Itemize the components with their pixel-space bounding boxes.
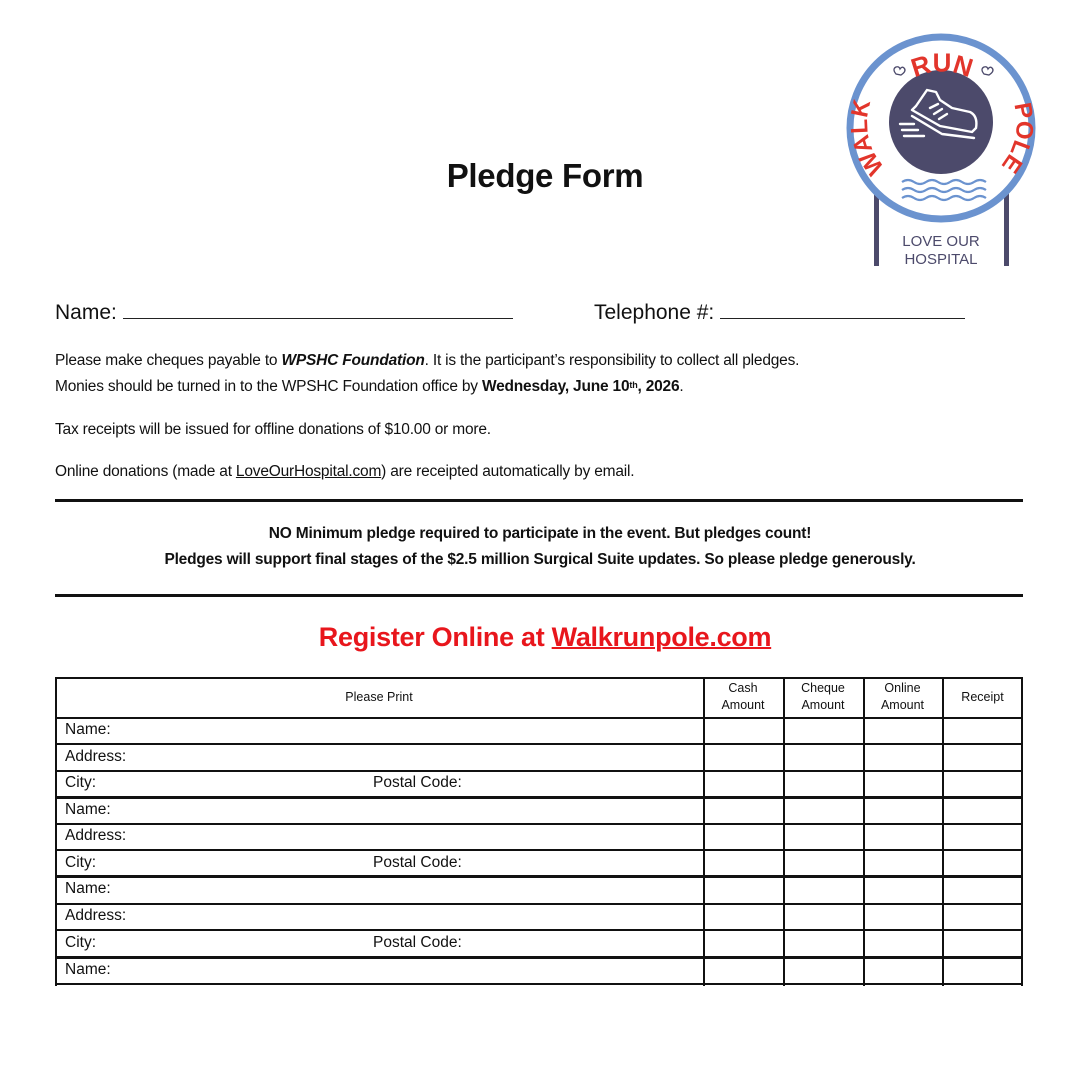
deadline-date: Wednesday, June 10th, 2026: [481, 378, 680, 395]
minimum-pledge-notice: NO Minimum pledge required to participate in the event. But pledges count!: [268, 525, 812, 542]
deadline-line: Monies should be turned in to the WPSHC Foundation office by Wednesday, June 10th, 2026.: [55, 378, 684, 395]
payee-line: Please make cheques payable to WPSHC Foundation. It is the participant’s responsibility to collect all pledges.: [55, 352, 800, 369]
table-border: [55, 770, 1023, 772]
page-title: Pledge Form: [446, 157, 644, 194]
table-column-divider: [703, 677, 705, 986]
table-row-city[interactable]: City: Postal Code:: [55, 930, 703, 957]
name-blank-line[interactable]: [123, 300, 513, 319]
tax-receipt-note: Tax receipts will be issued for offline donations of $10.00 or more.: [55, 421, 491, 438]
telephone-field[interactable]: [594, 300, 965, 325]
table-border: [1021, 677, 1023, 986]
svg-text:RUN: RUN: [907, 47, 977, 83]
header-please-print: Please Print: [345, 689, 413, 704]
telephone-label: Telephone #:: [594, 301, 715, 324]
table-row-city[interactable]: City: Postal Code:: [55, 850, 703, 876]
table-row-name[interactable]: Name:: [65, 801, 111, 818]
table-border: [55, 903, 1023, 905]
table-border: [55, 823, 1023, 825]
table-column-divider: [783, 677, 785, 986]
table-row-address[interactable]: Address:: [65, 827, 127, 844]
table-row-address[interactable]: Address:: [65, 907, 127, 924]
svg-text:POLE: POLE: [996, 100, 1039, 178]
postal-code-label: Postal Code:: [373, 854, 462, 871]
table-row-city[interactable]: City: Postal Code:: [55, 770, 703, 797]
name-label: Name:: [55, 301, 117, 324]
table-row-name[interactable]: Name:: [65, 721, 111, 738]
pledge-table: [55, 677, 1023, 987]
table-border: [55, 677, 1023, 679]
table-column-divider: [942, 677, 944, 986]
table-border: [55, 677, 57, 986]
walkrunpole-link[interactable]: Walkrunpole.com: [551, 622, 772, 652]
payee-name: WPSHC Foundation: [281, 352, 425, 369]
table-row-name[interactable]: Name:: [65, 961, 111, 978]
header-online-amount: Online Amount: [880, 681, 925, 712]
table-border: [55, 929, 1023, 931]
table-row-address[interactable]: Address:: [65, 748, 127, 765]
online-donation-note: Online donations (made at LoveOurHospital.com) are receipted automatically by email.: [55, 463, 635, 480]
svg-text:HOSPITAL: HOSPITAL: [904, 251, 978, 266]
svg-text:LOVE OUR: LOVE OUR: [902, 233, 980, 250]
postal-code-label: Postal Code:: [373, 774, 462, 791]
table-border: [55, 849, 1023, 851]
postal-code-label: Postal Code:: [373, 934, 462, 951]
table-group-border: [55, 956, 1023, 959]
surgical-suite-notice: Pledges will support final stages of the $2.5 million Surgical Suite updates. So please pledge generously.: [164, 551, 916, 568]
table-group-border: [55, 796, 1023, 799]
telephone-blank-line[interactable]: [720, 300, 965, 319]
love-our-hospital-link[interactable]: LoveOurHospital.com: [235, 463, 382, 480]
table-group-border: [55, 875, 1023, 878]
divider: [55, 499, 1023, 502]
svg-text:WALK: WALK: [845, 97, 890, 181]
instructions-paragraph: [55, 348, 799, 400]
header-receipt: Receipt: [961, 689, 1004, 704]
divider: [55, 594, 1023, 597]
table-border: [55, 983, 1023, 985]
table-column-divider: [863, 677, 865, 986]
name-field[interactable]: [55, 300, 513, 325]
walk-run-pole-logo: [844, 30, 1040, 266]
header-cash-amount: Cash Amount: [721, 681, 765, 712]
header-cheque-amount: Cheque Amount: [801, 681, 845, 712]
table-border: [55, 743, 1023, 745]
table-row-name[interactable]: Name:: [65, 880, 111, 897]
register-online-heading: Register Online at Walkrunpole.com: [318, 622, 772, 652]
table-border: [55, 717, 1023, 719]
